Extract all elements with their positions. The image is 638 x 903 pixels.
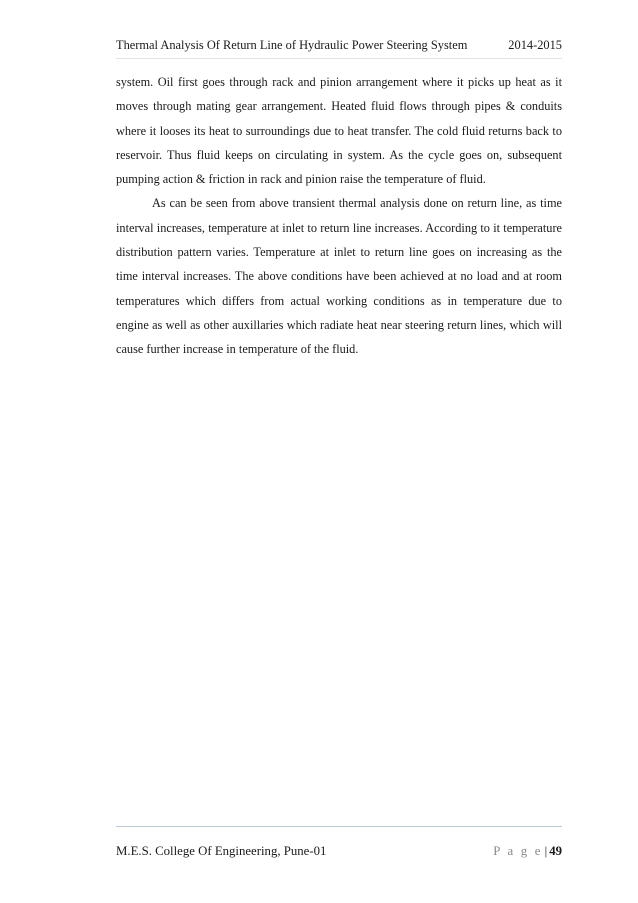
page-header [116,37,562,53]
header-divider [116,58,562,59]
page-number: 49 [549,844,562,858]
header-title: Thermal Analysis Of Return Line of Hydraulic Power Steering System [116,38,468,52]
paragraph-1: system. Oil first goes through rack and pinion arrangement where it picks up heat as it moves through mating gear arrangement. Heated fluid flows through pipes & conduits where it looses its heat to surroundings due to heat transfer. The cold fluid returns back to reservoir. Thus fluid keeps on circulating in system. As the cycle goes on, subsequent pumping action & friction in rack and pinion raise the temperature of fluid. [116,75,562,187]
footer-divider [116,826,562,827]
header-year: 2014-2015 [508,38,562,52]
paragraph-2: As can be seen from above transient thermal analysis done on return line, as time interval increases, temperature at inlet to return line increases. According to it temperature distribution pattern varies. Temperature at inlet to return line goes on increasing as the time interval increases. The above conditions have been achieved at no load and at room temperatures which differs from actual working conditions as in temperature due to engine as well as other auxillaries which radiate heat near steering return lines, which will cause further increase in temperature of the fluid. [116,196,562,357]
page-separator: | [544,844,548,858]
page-label: P a g e [493,844,543,858]
body-text [116,70,562,362]
page-footer [116,843,562,860]
footer-college: M.E.S. College Of Engineering, Pune-01 [116,844,327,858]
page-number-block [493,843,562,860]
